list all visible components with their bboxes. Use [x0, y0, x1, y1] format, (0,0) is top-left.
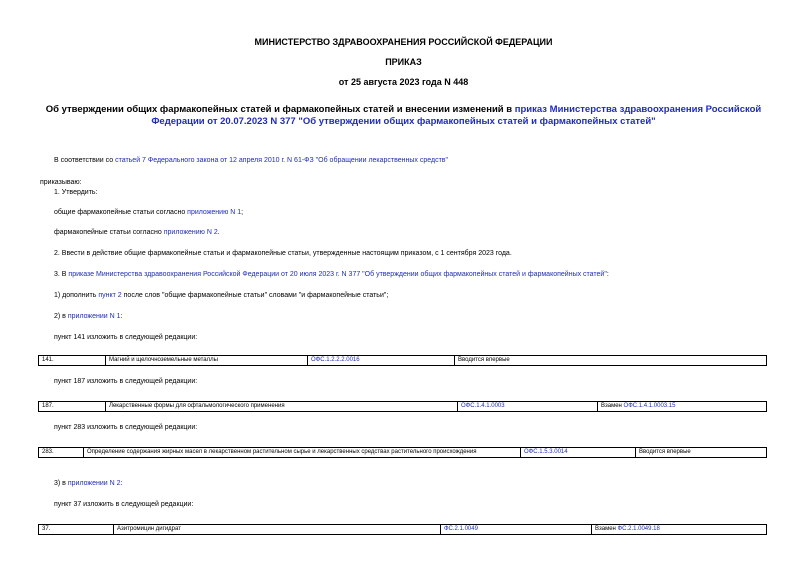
- point-187-text: пункт 187 изложить в следующей редакции:: [54, 378, 198, 385]
- appendix-2-link[interactable]: приложению N 2: [163, 229, 218, 236]
- replaced-code-link[interactable]: ФС.2.1.0049.18: [617, 526, 660, 532]
- item-1a: общие фармакопейные статьи согласно приложению N 1;: [54, 209, 244, 216]
- row-num: 187.: [39, 402, 106, 412]
- annex-1-link[interactable]: приложении N 1: [67, 313, 121, 320]
- row-status: Вводится впервые: [455, 356, 767, 366]
- row-num: 141.: [39, 356, 106, 366]
- table-row-37: [38, 524, 767, 535]
- row-status: Вводится впервые: [636, 448, 767, 458]
- doc-title: Об утверждении общих фармакопейных статей и фармакопейных статей и внесении изменений в приказ Министерства здравоохранения Российской Федерации от 20.07.2023 N 377 "Об утверждении общих фармакопейных статей и фармакопейных статей": [45, 104, 762, 127]
- ministry-heading: МИНИСТЕРСТВО ЗДРАВООХРАНЕНИЯ РОССИЙСКОЙ ФЕДЕРАЦИИ: [254, 37, 553, 47]
- order-word: приказываю:: [40, 179, 82, 186]
- point-283-text: пункт 283 изложить в следующей редакции:: [54, 424, 198, 431]
- row-status: Взамен ОФС.1.4.1.0003.15: [598, 402, 767, 412]
- title-link[interactable]: приказ Министерства здравоохранения Российской Федерации от 20.07.2023 N 377 "Об утверждении общих фармакопейных статей и фармакопейных статей": [151, 104, 762, 127]
- point-37-text: пункт 37 изложить в следующей редакции:: [54, 501, 194, 508]
- row-code-link[interactable]: ОФС.1.4.1.0003: [458, 402, 598, 412]
- point-141-text: пункт 141 изложить в следующей редакции:: [54, 334, 198, 341]
- row-code-link[interactable]: ОФС.1.2.2.2.0016: [308, 356, 455, 366]
- point-2-link[interactable]: пункт 2: [98, 292, 122, 299]
- row-name: Определение содержания жирных масел в лекарственном растительном сырье и лекарственных средствах растительного происхождения: [84, 448, 521, 458]
- preamble-law-link[interactable]: статьей 7 Федерального закона от 12 апреля 2010 г. N 61-ФЗ "Об обращении лекарственных средств": [115, 157, 449, 164]
- annex-2-link[interactable]: приложении N 2: [67, 480, 121, 487]
- row-code-link[interactable]: ОФС.1.5.3.0014: [521, 448, 636, 458]
- row-status: Взамен ФС.2.1.0049.18: [592, 525, 767, 535]
- preamble: В соответствии со статьей 7 Федерального закона от 12 апреля 2010 г. N 61-ФЗ "Об обращении лекарственных средств": [54, 157, 449, 164]
- row-name: Магний и щелочноземельные металлы: [106, 356, 308, 366]
- item-3: 3. В приказе Министерства здравоохранения Российской Федерации от 20 июля 2023 г. N 377 "Об утверждении общих фармакопейных статей и фармакопейных статей":: [54, 271, 609, 278]
- item-1: 1. Утвердить:: [54, 189, 98, 196]
- table-row-141: [38, 355, 767, 366]
- row-name: Лекарственные формы для офтальмологического применения: [106, 402, 458, 412]
- subitem-3: 3) в приложении N 2:: [54, 480, 123, 487]
- row-name: Азитромицин дигидрат: [114, 525, 441, 535]
- subitem-2: 2) в приложении N 1:: [54, 313, 123, 320]
- item-2: 2. Ввести в действие общие фармакопейные статьи и фармакопейные статьи, утвержденные настоящим приказом, с 1 сентября 2023 года.: [54, 250, 512, 257]
- replaced-code-link[interactable]: ОФС.1.4.1.0003.15: [623, 403, 676, 409]
- table-row-187: [38, 401, 767, 412]
- order-377-link[interactable]: приказе Министерства здравоохранения Российской Федерации от 20 июля 2023 г. N 377 "Об утверждении общих фармакопейных статей и фармакопейных статей": [68, 271, 607, 278]
- row-code-link[interactable]: ФС.2.1.0049: [441, 525, 592, 535]
- table-row-283: [38, 447, 767, 458]
- row-num: 283.: [39, 448, 84, 458]
- row-num: 37.: [39, 525, 114, 535]
- subitem-1: 1) дополнить пункт 2 после слов "общие фармакопейные статьи" словами "и фармакопейные статьи";: [54, 292, 389, 299]
- doc-type-heading: ПРИКАЗ: [385, 57, 422, 67]
- item-1b: фармакопейные статьи согласно приложению N 2.: [54, 229, 220, 236]
- doc-date-number: от 25 августа 2023 года N 448: [338, 77, 469, 87]
- appendix-1-link[interactable]: приложению N 1: [187, 209, 242, 216]
